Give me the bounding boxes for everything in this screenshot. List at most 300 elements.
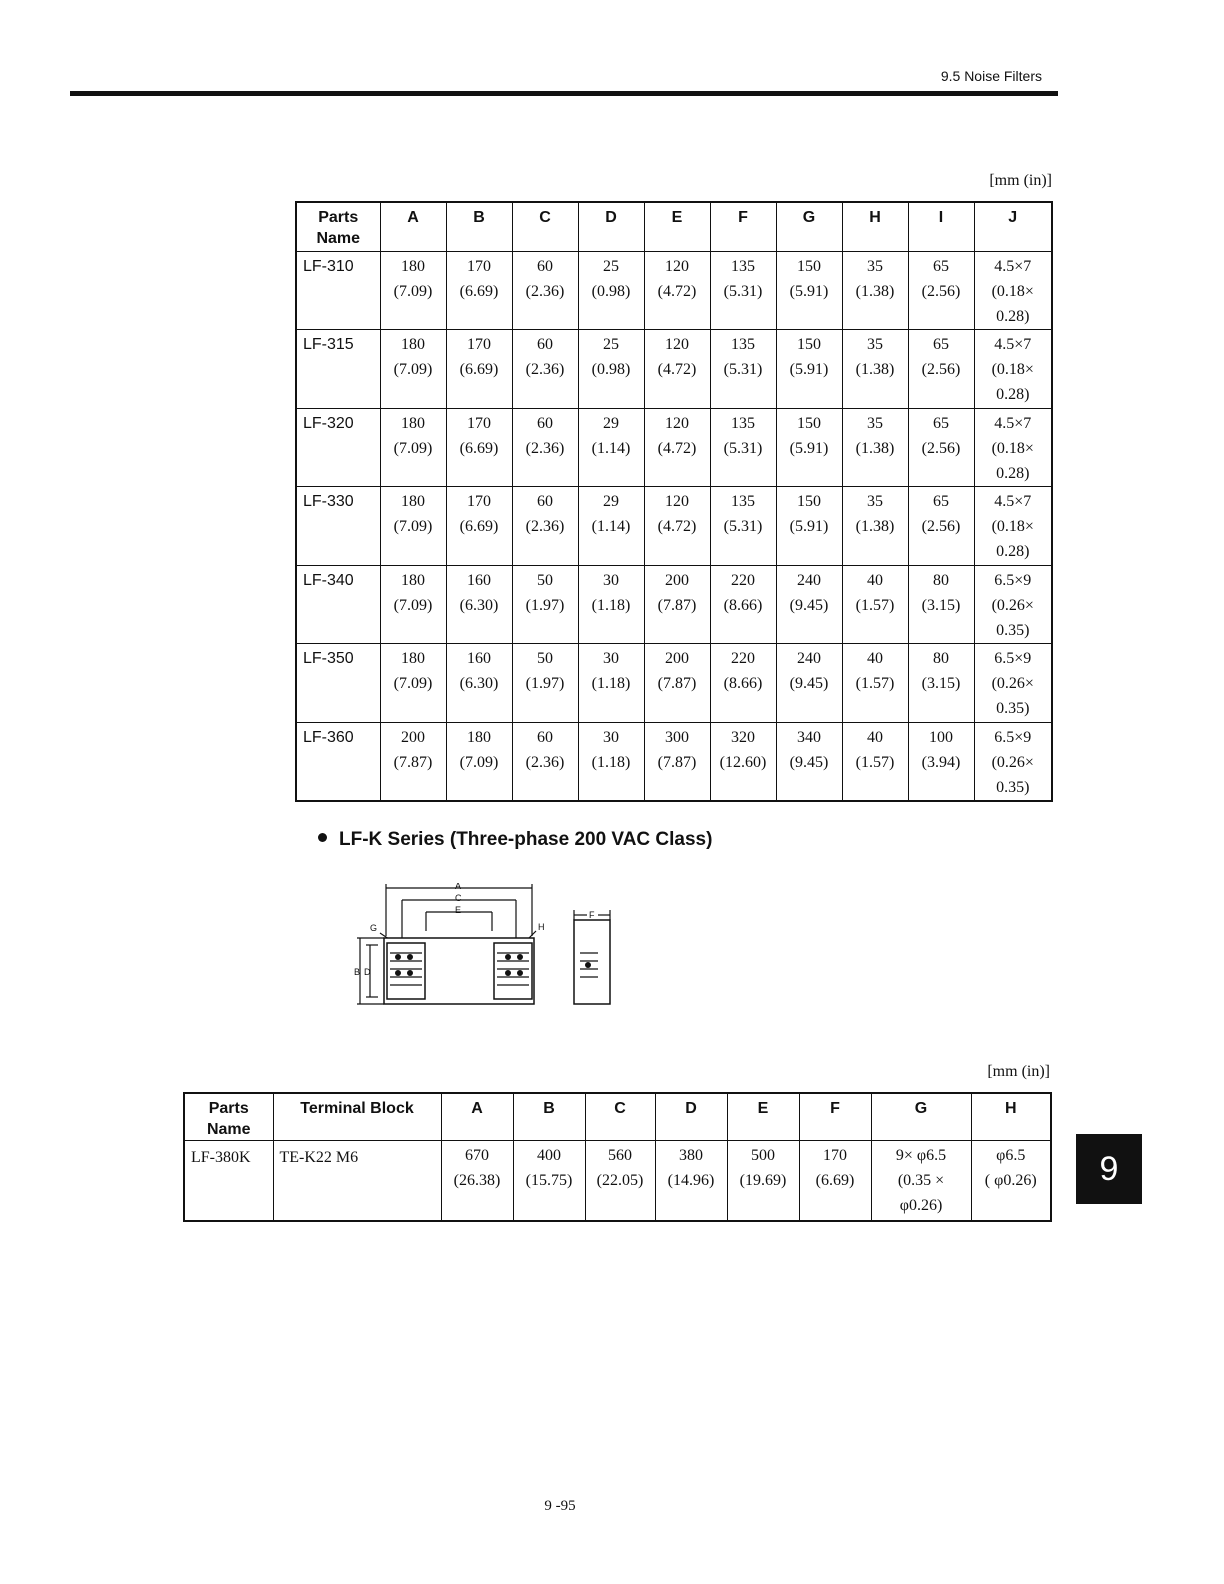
part-name: LF-380K bbox=[184, 1141, 273, 1221]
dimension-cell bbox=[512, 565, 578, 644]
dimension-value: 6.5×9 bbox=[994, 571, 1032, 589]
table-row bbox=[296, 251, 1052, 330]
label-h: H bbox=[538, 922, 545, 932]
dimension-value: (4.72) bbox=[657, 361, 697, 378]
part-name: LF-360 bbox=[296, 722, 380, 801]
dimension-cell bbox=[710, 251, 776, 330]
dimension-value: (7.87) bbox=[393, 753, 433, 771]
dimension-value: (1.57) bbox=[855, 675, 895, 692]
dimension-cell bbox=[512, 408, 578, 487]
dimension-value: 160 bbox=[467, 571, 491, 589]
dimension-cell bbox=[446, 408, 512, 487]
dimension-value: 170 bbox=[467, 257, 491, 275]
dimension-value: (0.35 × bbox=[897, 1172, 945, 1189]
dimension-value: 29 bbox=[603, 414, 619, 432]
dimension-cell bbox=[974, 565, 1052, 644]
dimension-value: 0.28) bbox=[996, 543, 1030, 560]
dimension-value: 4.5×7 bbox=[994, 336, 1032, 353]
dimension-value: (5.31) bbox=[723, 518, 763, 535]
column-header: F bbox=[799, 1093, 871, 1141]
table-row bbox=[184, 1141, 1051, 1221]
dimension-value: 320 bbox=[731, 728, 755, 746]
dimension-value: 0.35) bbox=[996, 621, 1030, 639]
dimension-value: 30 bbox=[603, 650, 619, 667]
dimension-value: (6.69) bbox=[815, 1172, 855, 1189]
dimension-value: 40 bbox=[867, 728, 883, 746]
dimension-cell bbox=[446, 565, 512, 644]
dimension-cell bbox=[842, 722, 908, 801]
dimension-cell bbox=[776, 644, 842, 723]
table-row bbox=[296, 644, 1052, 723]
dimension-cell bbox=[776, 251, 842, 330]
dimension-cell bbox=[776, 722, 842, 801]
dimension-value: (2.36) bbox=[525, 439, 565, 457]
column-header: Parts Name bbox=[296, 202, 380, 251]
dimension-cell bbox=[644, 330, 710, 409]
dimension-cell bbox=[578, 487, 644, 566]
dimension-value: (7.87) bbox=[657, 596, 697, 614]
dimension-value: 170 bbox=[467, 414, 491, 432]
dimension-value: (1.14) bbox=[591, 439, 631, 457]
dimension-cell bbox=[727, 1141, 799, 1221]
dimension-value: 65 bbox=[933, 493, 949, 510]
dimension-cell bbox=[644, 251, 710, 330]
dimension-cell bbox=[842, 330, 908, 409]
dimension-cell bbox=[842, 487, 908, 566]
dimension-cell bbox=[871, 1141, 971, 1221]
dimension-value: 240 bbox=[797, 571, 821, 589]
dimension-value: (2.36) bbox=[525, 518, 565, 535]
column-header: E bbox=[727, 1093, 799, 1141]
column-header: G bbox=[871, 1093, 971, 1141]
lf-k-series-heading bbox=[318, 829, 712, 851]
dimension-value: (4.72) bbox=[657, 518, 697, 535]
part-name: LF-310 bbox=[296, 251, 380, 330]
dimension-value: 500 bbox=[751, 1147, 775, 1164]
column-header: H bbox=[842, 202, 908, 251]
dimension-cell bbox=[974, 487, 1052, 566]
header-rule bbox=[70, 91, 1058, 96]
dimension-cell bbox=[578, 408, 644, 487]
lf-series-dimensions-table bbox=[295, 201, 1053, 802]
dimension-value: (0.98) bbox=[591, 282, 631, 300]
dimension-cell bbox=[908, 565, 974, 644]
dimension-value: (6.30) bbox=[459, 675, 499, 692]
dimension-cell bbox=[380, 330, 446, 409]
dimension-value: 35 bbox=[867, 336, 883, 353]
dimension-value: (5.91) bbox=[789, 282, 829, 300]
dimension-cell bbox=[655, 1141, 727, 1221]
dimension-value: (15.75) bbox=[525, 1172, 573, 1189]
dimension-cell bbox=[446, 330, 512, 409]
dimension-cell bbox=[512, 644, 578, 723]
dimension-cell bbox=[513, 1141, 585, 1221]
dimension-value: 150 bbox=[797, 257, 821, 275]
part-name: LF-315 bbox=[296, 330, 380, 409]
dimension-value: (1.38) bbox=[855, 282, 895, 300]
dimension-cell bbox=[776, 330, 842, 409]
dimension-value: 120 bbox=[665, 336, 689, 353]
dimension-value: (1.38) bbox=[855, 439, 895, 457]
dimension-value: 35 bbox=[867, 414, 883, 432]
dimension-cell bbox=[578, 644, 644, 723]
section-header-title: 9.5 Noise Filters bbox=[940, 68, 1042, 84]
label-f: F bbox=[589, 910, 595, 920]
dimension-value: 25 bbox=[603, 257, 619, 275]
dimension-value: (9.45) bbox=[789, 753, 829, 771]
dimension-value: 160 bbox=[467, 650, 491, 667]
dimension-value: 29 bbox=[603, 493, 619, 510]
dimension-value: (6.69) bbox=[459, 439, 499, 457]
dimension-cell bbox=[380, 644, 446, 723]
part-name: LF-320 bbox=[296, 408, 380, 487]
dimension-cell bbox=[908, 251, 974, 330]
column-header: C bbox=[585, 1093, 655, 1141]
column-header: B bbox=[446, 202, 512, 251]
dimension-cell bbox=[710, 565, 776, 644]
dimension-cell bbox=[974, 408, 1052, 487]
dimension-value: (14.96) bbox=[667, 1172, 715, 1189]
dimension-value: 4.5×7 bbox=[994, 257, 1032, 275]
dimension-value: 180 bbox=[401, 414, 425, 432]
dimension-value: (8.66) bbox=[723, 596, 763, 614]
dimension-value: (1.97) bbox=[525, 596, 565, 614]
part-name: LF-340 bbox=[296, 565, 380, 644]
table1-unit-label: [mm (in)] bbox=[989, 172, 1052, 189]
dimension-value: (3.15) bbox=[921, 675, 961, 692]
dimension-value: (0.18× bbox=[991, 439, 1034, 457]
column-header: I bbox=[908, 202, 974, 251]
dimension-value: 30 bbox=[603, 728, 619, 746]
dimension-value: (2.56) bbox=[921, 361, 961, 378]
chapter-tab[interactable]: 9 bbox=[1076, 1134, 1142, 1204]
dimension-cell bbox=[446, 722, 512, 801]
column-header: B bbox=[513, 1093, 585, 1141]
dimension-value: 400 bbox=[537, 1147, 561, 1164]
dimension-cell bbox=[710, 330, 776, 409]
dimension-value: (5.91) bbox=[789, 439, 829, 457]
dimension-value: 30 bbox=[603, 571, 619, 589]
lf-k-series-dimensions-table bbox=[183, 1092, 1052, 1222]
dimension-cell bbox=[380, 251, 446, 330]
dimension-cell bbox=[799, 1141, 871, 1221]
column-header: H bbox=[971, 1093, 1051, 1141]
filter-side-view bbox=[574, 920, 610, 1004]
dimension-cell bbox=[842, 565, 908, 644]
dimension-value: (7.87) bbox=[657, 675, 697, 692]
column-header: A bbox=[380, 202, 446, 251]
dimension-value: (5.31) bbox=[723, 361, 763, 378]
dimension-value: 0.28) bbox=[996, 464, 1030, 482]
dimension-value: 100 bbox=[929, 728, 953, 746]
dimension-value: (6.69) bbox=[459, 361, 499, 378]
dimension-value: 0.28) bbox=[996, 307, 1030, 325]
dimension-cell bbox=[908, 644, 974, 723]
dimension-value: φ6.5 bbox=[996, 1147, 1026, 1164]
dimension-cell bbox=[380, 408, 446, 487]
dimension-cell bbox=[644, 408, 710, 487]
label-a: A bbox=[455, 883, 462, 891]
dimension-value: (12.60) bbox=[719, 753, 767, 771]
dimension-value: 200 bbox=[401, 728, 425, 746]
dimension-value: 135 bbox=[731, 336, 755, 353]
table-row bbox=[296, 722, 1052, 801]
dimension-value: 150 bbox=[797, 493, 821, 510]
dimension-value: 340 bbox=[797, 728, 821, 746]
dimension-cell bbox=[644, 644, 710, 723]
dimension-cell bbox=[644, 722, 710, 801]
dimension-value: 200 bbox=[665, 650, 689, 667]
dimension-cell bbox=[974, 251, 1052, 330]
dimension-value: 120 bbox=[665, 257, 689, 275]
dimension-value: 150 bbox=[797, 336, 821, 353]
dimension-value: (5.91) bbox=[789, 518, 829, 535]
dimension-value: 150 bbox=[797, 414, 821, 432]
part-name: LF-350 bbox=[296, 644, 380, 723]
dimension-value: 60 bbox=[537, 336, 553, 353]
dimension-value: 380 bbox=[679, 1147, 703, 1164]
lf-k-filter-dimension-diagram bbox=[352, 883, 622, 1013]
dimension-cell bbox=[908, 722, 974, 801]
dimension-value: 560 bbox=[608, 1147, 632, 1164]
dimension-value: 9× φ6.5 bbox=[895, 1147, 947, 1164]
dimension-value: (19.69) bbox=[739, 1172, 787, 1189]
column-header: D bbox=[578, 202, 644, 251]
dimension-value: 180 bbox=[401, 493, 425, 510]
dimension-value: (7.09) bbox=[393, 596, 433, 614]
dimension-cell bbox=[644, 487, 710, 566]
dimension-value: (7.09) bbox=[393, 439, 433, 457]
dimension-value: (2.56) bbox=[921, 518, 961, 535]
dimension-cell bbox=[842, 644, 908, 723]
dimension-value: 35 bbox=[867, 257, 883, 275]
dimension-value: (5.91) bbox=[789, 361, 829, 378]
dimension-cell bbox=[512, 722, 578, 801]
dimension-cell bbox=[776, 487, 842, 566]
dimension-value: (2.36) bbox=[525, 753, 565, 771]
dimension-value: (22.05) bbox=[596, 1172, 644, 1189]
dimension-value: 6.5×9 bbox=[994, 728, 1032, 746]
dimension-value: 80 bbox=[933, 650, 949, 667]
dimension-cell bbox=[380, 722, 446, 801]
dimension-cell bbox=[710, 487, 776, 566]
lf-k-series-heading-text: LF-K Series (Three-phase 200 VAC Class) bbox=[339, 829, 713, 850]
column-header: C bbox=[512, 202, 578, 251]
dimension-value: (2.56) bbox=[921, 439, 961, 457]
dimension-cell bbox=[908, 330, 974, 409]
dimension-cell bbox=[380, 487, 446, 566]
dimension-value: 120 bbox=[665, 493, 689, 510]
dimension-value: 35 bbox=[867, 493, 883, 510]
dimension-cell bbox=[974, 644, 1052, 723]
dimension-cell bbox=[776, 408, 842, 487]
label-e: E bbox=[455, 905, 462, 915]
dimension-value: (0.18× bbox=[991, 282, 1034, 300]
dimension-cell bbox=[842, 408, 908, 487]
dimension-value: (3.94) bbox=[921, 753, 961, 771]
dimension-cell bbox=[974, 722, 1052, 801]
dimension-value: (9.45) bbox=[789, 596, 829, 614]
dimension-cell bbox=[710, 408, 776, 487]
dimension-cell bbox=[446, 251, 512, 330]
dimension-value: 0.28) bbox=[996, 386, 1030, 403]
dimension-cell bbox=[908, 408, 974, 487]
dimension-value: 240 bbox=[797, 650, 821, 667]
dimension-cell bbox=[380, 565, 446, 644]
dimension-value: 25 bbox=[603, 336, 619, 353]
dimension-value: 135 bbox=[731, 414, 755, 432]
dimension-value: (7.09) bbox=[393, 282, 433, 300]
bullet-icon bbox=[318, 833, 327, 842]
dimension-value: (1.38) bbox=[855, 518, 895, 535]
dimension-value: (6.69) bbox=[459, 518, 499, 535]
label-d: D bbox=[364, 967, 371, 977]
dimension-value: (3.15) bbox=[921, 596, 961, 614]
dimension-value: (1.38) bbox=[855, 361, 895, 378]
dimension-value: 180 bbox=[401, 571, 425, 589]
dimension-cell bbox=[512, 487, 578, 566]
column-header: E bbox=[644, 202, 710, 251]
terminal-block: TE-K22 M6 bbox=[273, 1141, 441, 1221]
dimension-value: 220 bbox=[731, 650, 755, 667]
dimension-value: 60 bbox=[537, 414, 553, 432]
table-row bbox=[296, 408, 1052, 487]
column-header: F bbox=[710, 202, 776, 251]
dimension-value: (0.98) bbox=[591, 361, 631, 378]
dimension-value: ( φ0.26) bbox=[984, 1172, 1037, 1189]
dimension-cell bbox=[512, 330, 578, 409]
dimension-value: 80 bbox=[933, 571, 949, 589]
dimension-value: (2.36) bbox=[525, 361, 565, 378]
dimension-value: 200 bbox=[665, 571, 689, 589]
column-header: A bbox=[441, 1093, 513, 1141]
dimension-cell bbox=[842, 251, 908, 330]
dimension-value: (5.31) bbox=[723, 439, 763, 457]
dimension-value: 60 bbox=[537, 728, 553, 746]
dimension-value: (0.18× bbox=[991, 518, 1034, 535]
dimension-value: (2.36) bbox=[525, 282, 565, 300]
dimension-cell bbox=[512, 251, 578, 330]
dimension-cell bbox=[446, 487, 512, 566]
dimension-value: (1.18) bbox=[591, 596, 631, 614]
dimension-cell bbox=[446, 644, 512, 723]
dimension-cell bbox=[578, 330, 644, 409]
dimension-cell bbox=[710, 644, 776, 723]
dimension-value: (1.18) bbox=[591, 675, 631, 692]
dimension-value: 60 bbox=[537, 493, 553, 510]
table-row bbox=[296, 565, 1052, 644]
dimension-value: (7.87) bbox=[657, 753, 697, 771]
page-number: 9 -95 bbox=[544, 1498, 576, 1514]
column-header: Parts Name bbox=[184, 1093, 273, 1141]
label-c: C bbox=[455, 893, 462, 903]
dimension-value: (4.72) bbox=[657, 282, 697, 300]
table-row bbox=[296, 330, 1052, 409]
dimension-cell bbox=[578, 251, 644, 330]
dimension-value: 65 bbox=[933, 414, 949, 432]
dimension-value: 50 bbox=[537, 650, 553, 667]
dimension-value: 170 bbox=[823, 1147, 847, 1164]
label-g: G bbox=[370, 923, 378, 933]
dimension-value: 65 bbox=[933, 257, 949, 275]
dimension-value: (7.09) bbox=[459, 753, 499, 771]
dimension-value: (1.57) bbox=[855, 753, 895, 771]
dimension-value: 180 bbox=[401, 336, 425, 353]
dimension-value: 300 bbox=[665, 728, 689, 746]
column-header: G bbox=[776, 202, 842, 251]
column-header: D bbox=[655, 1093, 727, 1141]
dimension-value: (0.26× bbox=[991, 753, 1034, 771]
dimension-value: 670 bbox=[465, 1147, 489, 1164]
dimension-value: (7.09) bbox=[393, 361, 433, 378]
dimension-cell bbox=[710, 722, 776, 801]
dimension-value: (1.14) bbox=[591, 518, 631, 535]
dimension-value: (7.09) bbox=[393, 518, 433, 535]
dimension-value: (2.56) bbox=[921, 282, 961, 300]
dimension-cell bbox=[644, 565, 710, 644]
dimension-value: (8.66) bbox=[723, 675, 763, 692]
dimension-value: (6.69) bbox=[459, 282, 499, 300]
part-name: LF-330 bbox=[296, 487, 380, 566]
dimension-value: 0.35) bbox=[996, 700, 1030, 717]
dimension-value: 65 bbox=[933, 336, 949, 353]
dimension-value: 0.35) bbox=[996, 778, 1030, 796]
dimension-value: (5.31) bbox=[723, 282, 763, 300]
table-row bbox=[296, 487, 1052, 566]
dimension-value: 120 bbox=[665, 414, 689, 432]
dimension-value: 170 bbox=[467, 493, 491, 510]
dimension-cell bbox=[971, 1141, 1051, 1221]
column-header: Terminal Block bbox=[273, 1093, 441, 1141]
table2-unit-label: [mm (in)] bbox=[987, 1063, 1050, 1080]
dimension-value: 4.5×7 bbox=[994, 493, 1032, 510]
dimension-value: 4.5×7 bbox=[994, 414, 1032, 432]
dimension-value: 40 bbox=[867, 650, 883, 667]
dimension-value: 180 bbox=[467, 728, 491, 746]
dimension-value: 180 bbox=[401, 650, 425, 667]
dimension-cell bbox=[908, 487, 974, 566]
dimension-value: 135 bbox=[731, 257, 755, 275]
dimension-value: (0.26× bbox=[991, 675, 1034, 692]
column-header: J bbox=[974, 202, 1052, 251]
dimension-value: 180 bbox=[401, 257, 425, 275]
dimension-value: (4.72) bbox=[657, 439, 697, 457]
dimension-value: 50 bbox=[537, 571, 553, 589]
dimension-value: (1.18) bbox=[591, 753, 631, 771]
dimension-value: (1.97) bbox=[525, 675, 565, 692]
dimension-value: φ0.26) bbox=[899, 1197, 943, 1214]
dimension-cell bbox=[578, 565, 644, 644]
dimension-cell bbox=[578, 722, 644, 801]
dimension-value: 40 bbox=[867, 571, 883, 589]
dimension-value: 135 bbox=[731, 493, 755, 510]
dimension-cell bbox=[776, 565, 842, 644]
dimension-value: 6.5×9 bbox=[994, 650, 1032, 667]
dimension-value: (26.38) bbox=[453, 1172, 501, 1189]
dimension-cell bbox=[974, 330, 1052, 409]
label-b: B bbox=[354, 967, 361, 977]
dimension-cell bbox=[441, 1141, 513, 1221]
dimension-value: 220 bbox=[731, 571, 755, 589]
dimension-cell bbox=[585, 1141, 655, 1221]
dimension-value: (9.45) bbox=[789, 675, 829, 692]
dimension-value: 170 bbox=[467, 336, 491, 353]
dimension-value: (7.09) bbox=[393, 675, 433, 692]
dimension-value: (0.18× bbox=[991, 361, 1034, 378]
dimension-value: 60 bbox=[537, 257, 553, 275]
dimension-value: (1.57) bbox=[855, 596, 895, 614]
dimension-value: (6.30) bbox=[459, 596, 499, 614]
